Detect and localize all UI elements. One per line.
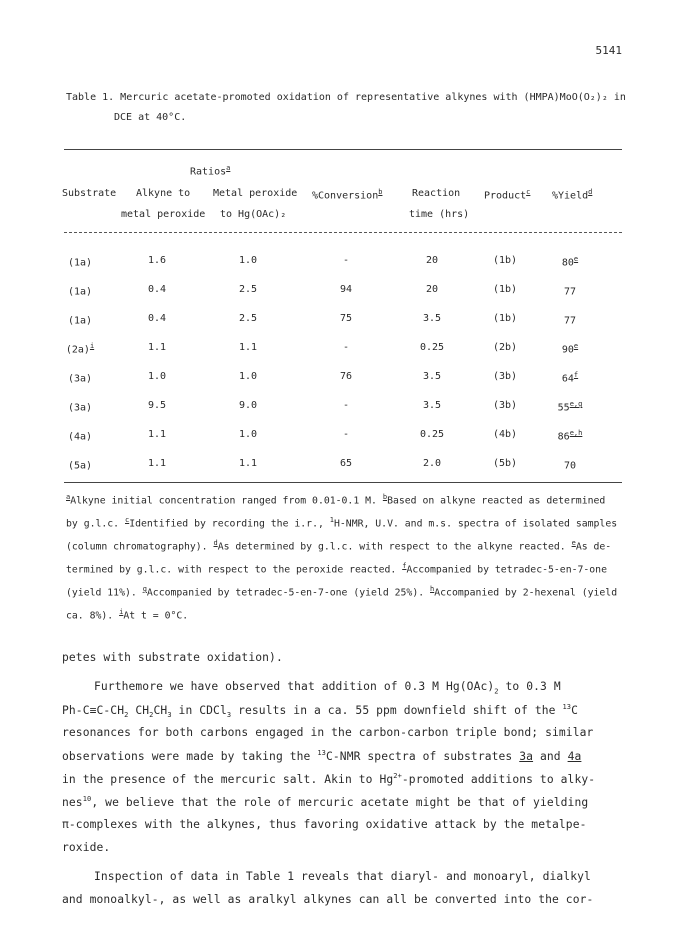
- header-conversion: [312, 188, 382, 201]
- cell-time: 20: [425, 255, 439, 266]
- cell-yield: 90e: [561, 342, 579, 356]
- cell-alkyne-ratio: 1.1: [147, 429, 167, 440]
- footnote-line-5: (yield 11%). $^g$Accompanied by tetradec-5-en-7-one (yield 25%). $^h$Accompanied by 2-hexenal (yield: [66, 585, 618, 599]
- table-row: [0, 400, 680, 416]
- table-row: [0, 458, 680, 474]
- body-paragraph-1-line-8: roxide.: [62, 841, 111, 854]
- cell-yield: 64$^f$: [561, 371, 579, 385]
- cell-time: 2.0: [422, 458, 442, 469]
- table-row: [0, 429, 680, 445]
- table-top-rule: [64, 149, 622, 150]
- body-paragraph-1-line-1: Furthemore we have observed that addition of 0.3 M $Hg(OAc)_2$ to 0.3 M: [94, 680, 561, 696]
- cell-yield: 80e: [561, 255, 579, 269]
- cell-product: (4b): [492, 429, 518, 440]
- cell-time: 3.5: [422, 371, 442, 382]
- table-row: [0, 371, 680, 387]
- header-peroxide-ratio-line-1: Metal peroxide: [213, 188, 298, 199]
- header-time-line-1: Reaction: [412, 188, 461, 199]
- table-bottom-rule: [64, 482, 622, 483]
- cell-conversion: -: [342, 400, 350, 411]
- header-conversion-label: %Conversion: [312, 190, 379, 202]
- cell-alkyne-ratio: 1.1: [147, 342, 167, 353]
- cell-conversion: 76: [339, 371, 353, 382]
- cell-substrate: (1a): [67, 257, 93, 269]
- cell-conversion: 65: [339, 458, 353, 469]
- cell-time: 0.25: [419, 429, 445, 440]
- cell-time: 0.25: [419, 342, 445, 353]
- cell-alkyne-ratio: 0.4: [147, 284, 167, 295]
- footnote-line-3: (column chromatography). $^d$As determined by g.l.c. with respect to the alkyne reacted. $^e$As de-: [66, 539, 612, 553]
- cell-peroxide-ratio: 9.0: [238, 400, 258, 411]
- body-paragraph-1-line-3: resonances for both carbons engaged in the carbon-carbon triple bond; similar: [62, 726, 594, 739]
- cell-alkyne-ratio: 1.1: [147, 458, 167, 469]
- header-product: [484, 188, 530, 201]
- ratios-label: Ratios: [190, 166, 227, 178]
- cell-conversion: 75: [339, 313, 353, 324]
- cell-product: (3b): [492, 400, 518, 411]
- cell-product: (3b): [492, 371, 518, 382]
- cell-time: 3.5: [422, 400, 442, 411]
- cell-time: 3.5: [422, 313, 442, 324]
- header-substrate: Substrate: [62, 188, 117, 199]
- cell-peroxide-ratio: 1.1: [238, 342, 258, 353]
- cell-conversion: -: [342, 255, 350, 266]
- table-row: [0, 255, 680, 271]
- cell-yield: 86$^{e,h}$: [557, 429, 583, 443]
- cell-peroxide-ratio: 1.0: [238, 255, 258, 266]
- cell-peroxide-ratio: 1.1: [238, 458, 258, 469]
- cell-alkyne-ratio: 1.6: [147, 255, 167, 266]
- yield-footnote-mark: d: [588, 188, 593, 196]
- cell-yield: 70: [563, 460, 577, 472]
- header-time-line-2: time (hrs): [409, 209, 470, 220]
- table-row: [0, 313, 680, 329]
- body-paragraph-1-line-7: π-complexes with the alkynes, thus favoring oxidative attack by the metalpe-: [62, 818, 587, 831]
- table-row: [0, 342, 680, 358]
- cell-substrate: (4a): [67, 431, 93, 443]
- table-row: [0, 284, 680, 300]
- cell-product: (5b): [492, 458, 518, 469]
- header-separator-dashed: [64, 232, 622, 233]
- header-yield: [552, 188, 592, 201]
- cell-alkyne-ratio: 1.0: [147, 371, 167, 382]
- cell-substrate: $(2a)^i$: [65, 342, 95, 356]
- table-caption-line-1: Table 1. Mercuric acetate-promoted oxidation of representative alkynes with (HMPA)MoO(O₂)₂ in: [66, 92, 626, 103]
- header-yield-label: %Yield: [552, 190, 589, 202]
- footnote-line-6: ca. 8%). $^i$At t = 0°C.: [66, 608, 189, 622]
- cell-substrate: (5a): [67, 460, 93, 472]
- header-peroxide-ratio-line-2: to Hg(OAc)₂: [220, 209, 287, 220]
- cell-yield: 77: [563, 315, 577, 327]
- cell-peroxide-ratio: 2.5: [238, 284, 258, 295]
- cell-product: (1b): [492, 284, 518, 295]
- footnote-line-2: by g.l.c. $^c$Identified by recording the i.r., $^1$H-NMR, U.V. and m.s. spectra of isolated samples: [66, 516, 618, 530]
- body-paragraph-1-line-6: nes$^{10}$, we believe that the role of mercuric acetate might be that of yielding: [62, 795, 589, 809]
- footnote-line-4: termined by g.l.c. with respect to the peroxide reacted. $^f$Accompanied by tetradec-5-en-7-one: [66, 562, 607, 576]
- cell-conversion: -: [342, 342, 350, 353]
- header-alkyne-ratio-line-1: Alkyne to: [136, 188, 191, 199]
- product-footnote-mark: c: [526, 188, 531, 196]
- ratios-footnote-mark: a: [226, 164, 231, 172]
- cell-yield: 55$^{e,g}$: [557, 400, 583, 414]
- cell-product: (1b): [492, 313, 518, 324]
- cell-substrate: (3a): [67, 373, 93, 385]
- cell-conversion: -: [342, 429, 350, 440]
- cell-product: (1b): [492, 255, 518, 266]
- ratios-group-header: [190, 164, 230, 177]
- cell-yield: 77: [563, 286, 577, 298]
- body-line-continuation: petes with substrate oxidation).: [62, 651, 283, 664]
- cell-product: (2b): [492, 342, 518, 353]
- body-paragraph-1-line-5: in the presence of the mercuric salt. Akin to $Hg^{2+}$-promoted additions to alky-: [62, 772, 596, 786]
- cell-substrate: (3a): [67, 402, 93, 414]
- table-caption-line-2: DCE at 40°C.: [114, 112, 187, 123]
- cell-conversion: 94: [339, 284, 353, 295]
- cell-peroxide-ratio: 1.0: [238, 429, 258, 440]
- cell-substrate: (1a): [67, 286, 93, 298]
- cell-alkyne-ratio: 0.4: [147, 313, 167, 324]
- header-alkyne-ratio-line-2: metal peroxide: [121, 209, 206, 220]
- body-paragraph-1-line-2: $Ph-C\equiv C-CH_2$ $CH_2CH_3$ in CDCl$_3$ results in a ca. 55 ppm downfield shift of the $^{13}$C: [62, 703, 579, 720]
- conversion-footnote-mark: b: [378, 188, 383, 196]
- cell-substrate: (1a): [67, 315, 93, 327]
- cell-peroxide-ratio: 1.0: [238, 371, 258, 382]
- cell-time: 20: [425, 284, 439, 295]
- body-paragraph-2-line-1: Inspection of data in Table 1 reveals that diaryl- and monoaryl, dialkyl: [94, 870, 591, 883]
- footnote-line-1: $^a$Alkyne initial concentration ranged from 0.01-0.1 M. $^b$Based on alkyne reacted as determined: [66, 493, 606, 507]
- header-product-label: Product: [484, 190, 527, 202]
- body-paragraph-2-line-2: and monoalkyl-, as well as aralkyl alkynes can all be converted into the cor-: [62, 893, 594, 906]
- cell-peroxide-ratio: 2.5: [238, 313, 258, 324]
- body-paragraph-1-line-4: observations were made by taking the $^{13}$C-NMR spectra of substrates 3a and 4a: [62, 749, 582, 763]
- cell-alkyne-ratio: 9.5: [147, 400, 167, 411]
- page-number: 5141: [595, 44, 622, 57]
